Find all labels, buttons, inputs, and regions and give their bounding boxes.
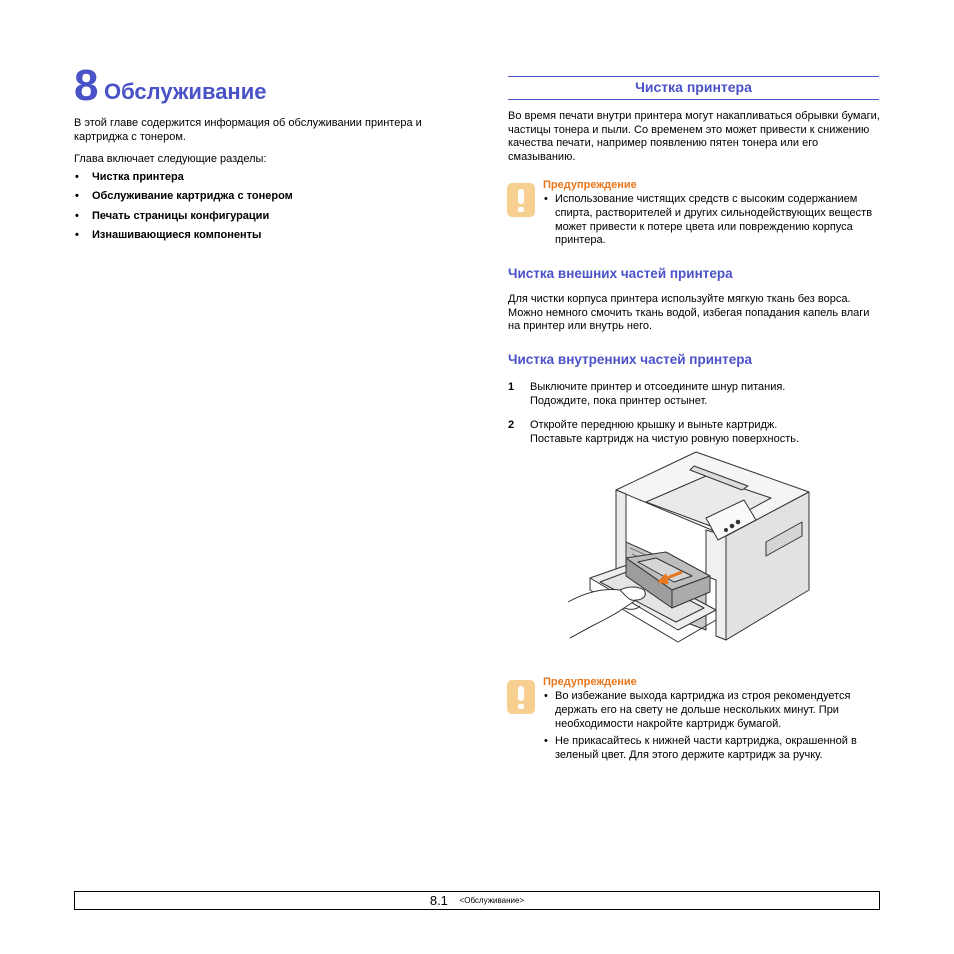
warning-list	[543, 193, 879, 248]
page-footer	[74, 891, 880, 910]
exterior-paragraph: Для чистки корпуса принтера используйте мягкую ткань без ворса. Можно немного смочить ткань водой, избегая попадания капель влаги на принтер или внутрь него.	[508, 293, 870, 332]
section-paragraph: Во время печати внутри принтера могут накапливаться обрывки бумаги, частицы тонера и пыли. Со временем это может привести к снижению качества печати, например появлению пятен тонера или его смазыванию.	[508, 110, 880, 163]
warning-item: • Во избежание выхода картриджа из строя рекомендуется держать его на свету не дольше нескольких минут. При необходимости накройте картридж бумагой.	[543, 690, 879, 731]
warning-heading: Предупреждение	[543, 676, 637, 688]
interior-title: Чистка внутренних частей принтера	[508, 352, 753, 367]
printer-illustration	[566, 450, 816, 650]
warning-icon	[507, 183, 535, 217]
chapter-toc	[74, 171, 293, 248]
step-number: 1	[508, 381, 515, 393]
warning-item: • Не прикасайтесь к нижней части картриджа, окрашенной в зеленый цвет. Для этого держите картридж за ручку.	[543, 735, 879, 763]
footer-chapter-label: <Обслуживание>	[459, 896, 525, 905]
section-rule-top	[508, 76, 879, 77]
footer-page-info	[75, 893, 879, 908]
chapter-includes: Глава включает следующие разделы:	[74, 153, 267, 165]
warning-heading: Предупреждение	[543, 179, 637, 191]
warning-icon	[507, 680, 535, 714]
step-text: Выключите принтер и отсоедините шнур питания. Подождите, пока принтер остынет.	[530, 381, 786, 407]
toc-item-cartridge[interactable]: • Обслуживание картриджа с тонером	[74, 190, 293, 209]
chapter-intro: В этой главе содержится информация об обслуживании принтера и картриджа с тонером.	[74, 117, 422, 143]
warning-list	[543, 690, 879, 763]
chapter-title: Обслуживание	[104, 79, 267, 104]
section-rule-bottom	[508, 99, 879, 100]
step-text: Откройте переднюю крышку и выньте картридж. Поставьте картридж на чистую ровную поверхность.	[530, 419, 800, 445]
toc-item-config-page[interactable]: • Печать страницы конфигурации	[74, 210, 293, 229]
section-title: Чистка принтера	[635, 79, 752, 95]
toc-item-consumables[interactable]: • Изнашивающиеся компоненты	[74, 229, 293, 248]
toc-item-cleaning[interactable]: • Чистка принтера	[74, 171, 293, 190]
exterior-title: Чистка внешних частей принтера	[508, 266, 733, 281]
warning-item: • Использование чистящих средств с высоким содержанием спирта, растворителей и других сильнодействующих веществ может привести к потере цвета или повреждению корпуса принтера.	[543, 193, 879, 248]
step-number: 2	[508, 419, 515, 431]
chapter-number: 8	[74, 61, 99, 110]
page-number: 8.1	[429, 893, 448, 908]
